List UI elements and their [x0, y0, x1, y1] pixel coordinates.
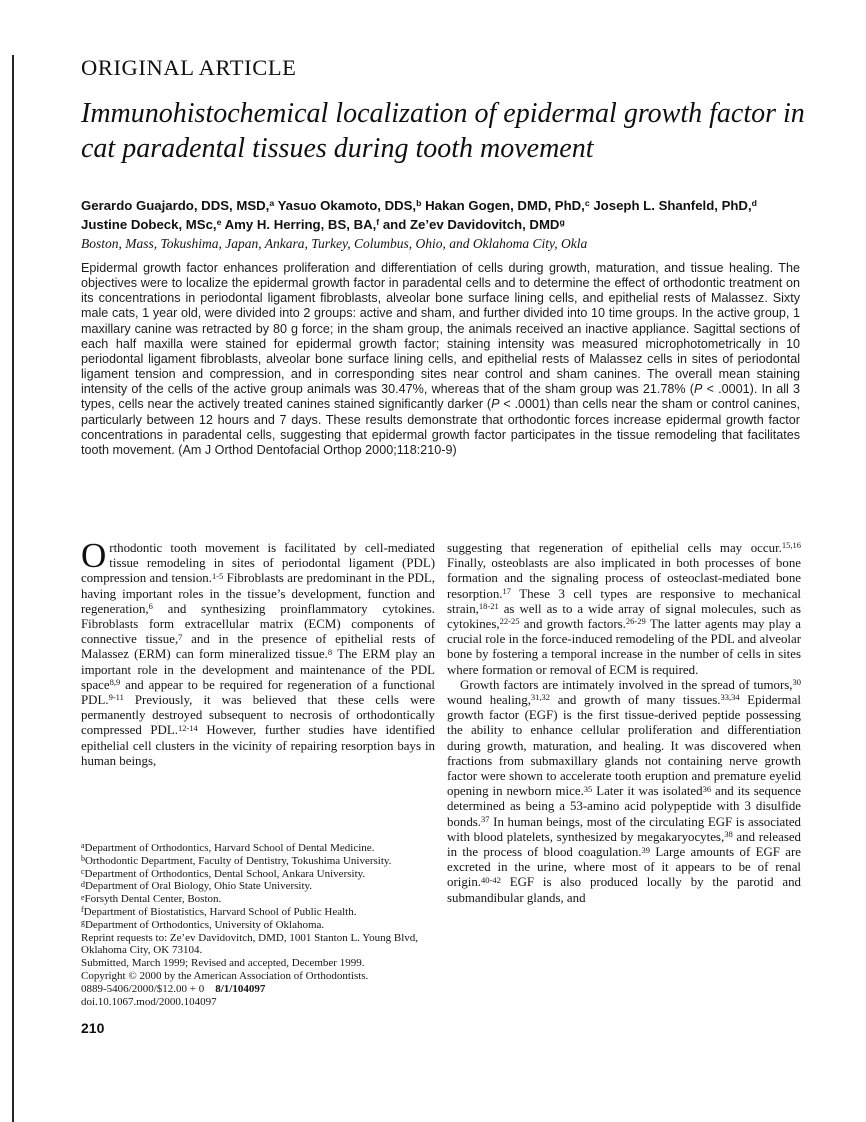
footnote-line: $^b$Orthodontic Department, Faculty of Dentistry, Tokushima University. — [81, 854, 392, 867]
body-paragraph-3: Growth factors are intimately involved in the spread of tumors,$^{30}$ wound healing,$^{31,32}$ and growth of many tissues.$^{33,34}$ Epidermal growth factor (EGF) is the first tissue-derived peptide possessing the ability to enhance cellular proliferation and differentiation during growth, maturation, and healing. It was discovered when fractions from submaxillary glands not containing nerve growth factor were shown to accelerate tooth eruption and premature eyelid opening in newborn mice.$^{35}$ Later it was isolated$^{36}$ and its sequence determined as being a 53-amino acid polypeptide with 3 disulfide bonds.$^{37}$ In human beings, most of the circulating EGF is associated with blood platelets, synthesized by megakaryocytes,$^{38}$ and released in the process of blood coagulation.$^{39}$ Large amounts of EGF are excreted in the urine, where most of it appears to be of renal origin.$^{40-42}$ EGF is also produced locally by the parotid and submandibular glands, and — [447, 677, 802, 905]
article-type-label: ORIGINAL ARTICLE — [81, 55, 297, 80]
footnote-line: 0889-5406/2000/$12.00 + 0 8/1/104097 — [81, 982, 266, 995]
footnote-line: $^c$Department of Orthodontics, Dental School, Ankara University. — [81, 867, 366, 880]
author-line-1: Gerardo Guajardo, DDS, MSD,$^a$ Yasuo Okamoto, DDS,$^b$ Hakan Gogen, DMD, PhD,$^c$ Joseph L. Shanfeld, PhD,$^d$ — [81, 198, 757, 213]
body-paragraph-2: suggesting that regeneration of epithelial cells may occur.$^{15,16}$ Finally, osteoblasts are also implicated in both processes of bone formation and the signaling process of osteoclast-mediated bone resorption.$^{17}$ These 3 cell types are responsive to mechanical strain,$^{18-21}$ as well as to a wide array of signal molecules, such as cytokines,$^{22-25}$ and growth factors.$^{26-29}$ The latter agents may play a crucial role in the force-induced remodeling of the PDL and alveolar bone by fostering a temporal increase in the number of cells in sites where formation or removal of ECM is required. — [447, 540, 802, 677]
body-paragraph-1-text: rthodontic tooth movement is facilitated by cell-mediated tissue remodeling in sites of periodontal ligament (PDL) compression and tension.$^{1-5}$ Fibroblasts are predominant in the PDL, having important roles in the tissue’s development, function and regeneration,$^6$ and synthesizing proinflammatory cytokines. Fibroblasts form extracellular matrix (ECM) components of connective tissue,$^7$ and in the presence of epithelial rests of Malassez (ERM) can form mineralized tissue.$^8$ The ERM play an important role in the development and maintenance of the PDL space$^{8,9}$ and appear to be required for regeneration of a functional PDL.$^{9-11}$ Previously, it was believed that these cells were permanently destroyed subsequent to necrosis of orthodontically compressed PDL.$^{12-14}$ However, further studies have identified epithelial cell clusters in the vicinity of repairing resorption bays in human beings, — [81, 541, 436, 768]
footnote-line: Copyright © 2000 by the American Association of Orthodontists. — [81, 969, 369, 982]
page-number: 210 — [81, 1020, 105, 1036]
footnote-line: doi.10.1067.mod/2000.104097 — [81, 995, 217, 1008]
footnote-line: $^f$Department of Biostatistics, Harvard School of Public Health. — [81, 905, 357, 918]
body-paragraph-1 — [81, 536, 436, 769]
scan-edge-line — [12, 55, 14, 1122]
article-title — [81, 96, 821, 166]
footnote-line: Reprint requests to: Ze’ev Davidovitch, DMD, 1001 Stanton L. Young Blvd, Oklahoma City, OK 73104. — [81, 931, 419, 957]
affiliations-line: Boston, Mass, Tokushima, Japan, Ankara, Turkey, Columbus, Ohio, and Oklahoma City, Okla — [81, 236, 588, 251]
title-line-1: Immunohistochemical localization of epidermal growth factor in — [81, 98, 805, 129]
title-line-2: cat paradental tissues during tooth movement — [81, 133, 594, 164]
drop-cap: O — [81, 536, 107, 575]
footnote-line: $^a$Department of Orthodontics, Harvard School of Dental Medicine. — [81, 841, 375, 854]
footnote-line: Submitted, March 1999; Revised and accepted, December 1999. — [81, 957, 365, 970]
author-byline — [81, 196, 805, 234]
footnotes-block — [81, 842, 437, 1008]
right-column — [447, 541, 801, 906]
abstract-paragraph: Epidermal growth factor enhances proliferation and differentiation of cells during growth, maturation, and tissue healing. The objectives were to localize the epidermal growth factor in paradental cells and to determine the effect of orthodontic treatment on its concentrations in periodontal ligament fibroblasts, alveolar bone surface lining cells, and epithelial rests of Malassez. Sixty male cats, 1 year old, were divided into 2 groups: active and sham, and further divided into 10 time groups. In the active group, 1 maxillary canine was retracted by 80 g force; in the sham group, the animals received an inactive appliance. Sagittal sections of each half maxilla were stained for epidermal growth factor; staining intensity was measured microphotometrically in 10 periodontal ligament fibroblasts, alveolar bone surface lining cells, and epithelial rests of Malassez cells in sites of periodontal ligament tension and compression, and in corresponding sites near control and sham canines. The overall mean staining intensity of the cells of the active group animals was 30.47%, whereas that of the sham group was 21.78% (P < .0001). In all 3 types, cells near the actively treated canines stained significantly darker (P < .0001) than cells near the sham or control canines, particularly between 12 hours and 7 days. These results demonstrate that orthodontic forces increase epidermal growth factor concentrations in paradental cells, suggesting that epidermal growth factor participates in the tissue remodeling that facilitates tooth movement. (Am J Orthod Dentofacial Orthop 2000;118:210-9) — [81, 261, 800, 457]
footnote-line: $^g$Department of Orthodontics, University of Oklahoma. — [81, 918, 325, 931]
author-line-2: Justine Dobeck, MSc,$^e$ Amy H. Herring, BS, BA,$^f$ and Ze’ev Davidovitch, DMD$^g$ — [81, 217, 565, 232]
footnote-line: $^e$Forsyth Dental Center, Boston. — [81, 892, 222, 906]
footnote-line: $^d$Department of Oral Biology, Ohio State University. — [81, 879, 313, 893]
